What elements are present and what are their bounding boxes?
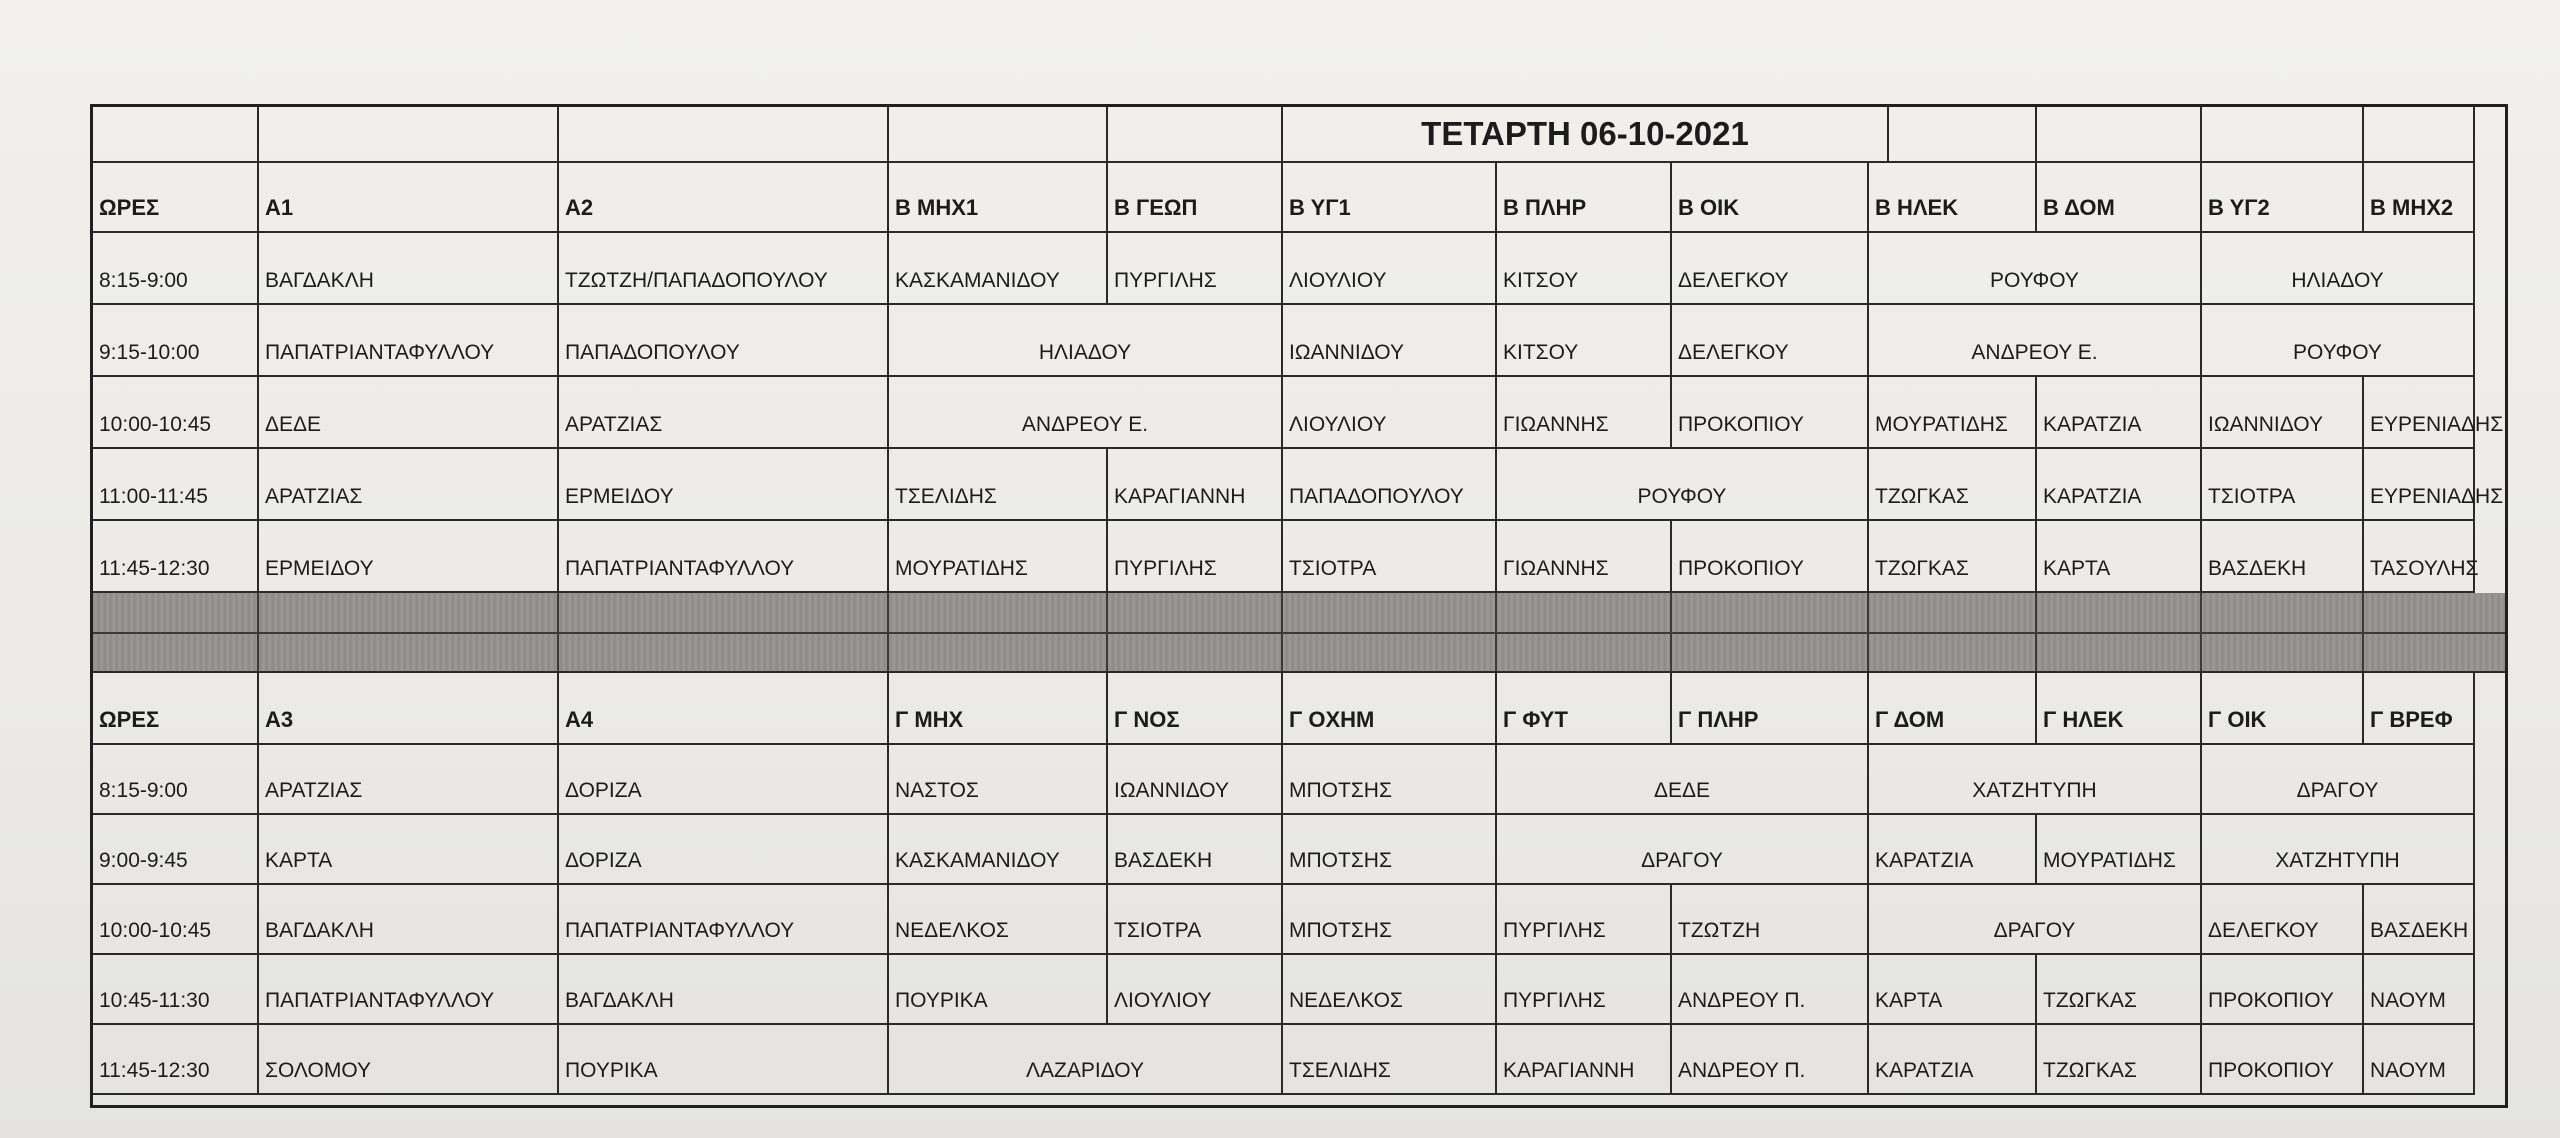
column-header: Β ΥΓ1 [1283,163,1497,233]
teacher-cell: ΠΡΟΚΟΠΙΟΥ [2202,955,2364,1025]
teacher-cell: ΚΑΡΑΤΖΙΑ [2037,449,2202,521]
teacher-cell: ΛΙΟΥΛΙΟΥ [1108,955,1283,1025]
teacher-cell: ΚΑΡΤΑ [259,815,559,885]
time-slot: 8:15-9:00 [93,745,259,815]
teacher-cell: ΤΣΙΟΤΡΑ [1108,885,1283,955]
teacher-cell-merged: ΡΟΥΦΟΥ [1497,449,1869,521]
column-header: Α1 [259,163,559,233]
teacher-cell-merged: ΔΡΑΓΟΥ [1497,815,1869,885]
blank-cell [1108,107,1283,163]
teacher-cell: ΚΑΡΑΤΖΙΑ [1869,815,2037,885]
teacher-cell: ΚΙΤΣΟΥ [1497,305,1672,377]
teacher-cell: ΔΟΡΙΖΑ [559,815,889,885]
teacher-cell: ΑΝΔΡΕΟΥ Π. [1672,1025,1869,1095]
teacher-cell-merged: ΔΕΔΕ [1497,745,1869,815]
teacher-cell: ΠΟΥΡΙΚΑ [889,955,1108,1025]
teacher-cell: ΠΥΡΓΙΛΗΣ [1108,521,1283,593]
teacher-cell: ΠΑΠΑΔΟΠΟΥΛΟΥ [559,305,889,377]
teacher-cell-merged: ΔΡΑΓΟΥ [1869,885,2202,955]
teacher-cell: ΠΑΠΑΤΡΙΑΝΤΑΦΥΛΛΟΥ [259,305,559,377]
teacher-cell: ΜΟΥΡΑΤΙΔΗΣ [2037,815,2202,885]
time-slot: 11:45-12:30 [93,521,259,593]
time-slot: 10:45-11:30 [93,955,259,1025]
teacher-cell: ΠΑΠΑΤΡΙΑΝΤΑΦΥΛΛΟΥ [559,885,889,955]
blank-cell [889,107,1108,163]
column-header: Β ΗΛΕΚ [1869,163,2037,233]
teacher-cell: ΠΡΟΚΟΠΙΟΥ [1672,377,1869,449]
time-slot: 8:15-9:00 [93,233,259,305]
teacher-cell: ΚΑΡΑΤΖΙΑ [1869,1025,2037,1095]
teacher-cell: ΑΝΔΡΕΟΥ Π. [1672,955,1869,1025]
teacher-cell: ΤΖΩΓΚΑΣ [2037,1025,2202,1095]
column-header: Γ ΟΧΗΜ [1283,671,1497,745]
teacher-cell: ΝΕΔΕΛΚΟΣ [889,885,1108,955]
separator-mid-line [93,632,2505,634]
teacher-cell: ΤΣΙΟΤΡΑ [2202,449,2364,521]
teacher-cell-merged: ΧΑΤΖΗΤΥΠΗ [1869,745,2202,815]
teacher-cell: ΒΑΓΔΑΚΛΗ [259,885,559,955]
teacher-cell: ΤΖΩΤΖΗ [1672,885,1869,955]
timetable [90,104,2508,1108]
time-slot: 11:00-11:45 [93,449,259,521]
teacher-cell: ΑΡΑΤΖΙΑΣ [559,377,889,449]
break-separator [93,593,2505,673]
teacher-cell: ΒΑΣΔΕΚΗ [1108,815,1283,885]
teacher-cell: ΜΠΟΤΣΗΣ [1283,885,1497,955]
teacher-cell: ΜΟΥΡΑΤΙΔΗΣ [1869,377,2037,449]
blank-cell [2202,107,2364,163]
teacher-cell: ΤΣΕΛΙΔΗΣ [889,449,1108,521]
teacher-cell: ΤΖΩΓΚΑΣ [2037,955,2202,1025]
blank-cell [93,107,259,163]
column-header: Α4 [559,671,889,745]
column-header: Γ ΦΥΤ [1497,671,1672,745]
column-header: ΩΡΕΣ [93,163,259,233]
teacher-cell: ΕΥΡΕΝΙΑΔΗΣ [2364,449,2475,521]
teacher-cell: ΔΕΛΕΓΚΟΥ [1672,305,1869,377]
column-header: Β ΥΓ2 [2202,163,2364,233]
column-header: Γ ΒΡΕΦ [2364,671,2475,745]
teacher-cell: ΛΙΟΥΛΙΟΥ [1283,377,1497,449]
time-slot: 11:45-12:30 [93,1025,259,1095]
teacher-cell: ΠΑΠΑΤΡΙΑΝΤΑΦΥΛΛΟΥ [559,521,889,593]
blank-cell [559,107,889,163]
teacher-cell-merged: ΡΟΥΦΟΥ [1869,233,2202,305]
teacher-cell: ΤΣΙΟΤΡΑ [1283,521,1497,593]
teacher-cell: ΔΕΛΕΓΚΟΥ [2202,885,2364,955]
teacher-cell: ΠΥΡΓΙΛΗΣ [1108,233,1283,305]
teacher-cell: ΚΑΡΤΑ [1869,955,2037,1025]
teacher-cell: ΕΥΡΕΝΙΑΔΗΣ [2364,377,2475,449]
blank-cell [1869,107,2037,163]
teacher-cell: ΠΑΠΑΔΟΠΟΥΛΟΥ [1283,449,1497,521]
column-header: Γ ΔΟΜ [1869,671,2037,745]
teacher-cell: ΜΠΟΤΣΗΣ [1283,815,1497,885]
teacher-cell: ΤΖΩΤΖΗ/ΠΑΠΑΔΟΠΟΥΛΟΥ [559,233,889,305]
column-header: Β ΠΛΗΡ [1497,163,1672,233]
column-header: Α2 [559,163,889,233]
teacher-cell: ΚΑΡΤΑ [2037,521,2202,593]
teacher-cell: ΙΩΑΝΝΙΔΟΥ [2202,377,2364,449]
teacher-cell: ΚΙΤΣΟΥ [1497,233,1672,305]
teacher-cell-merged: ΗΛΙΑΔΟΥ [2202,233,2475,305]
teacher-cell: ΙΩΑΝΝΙΔΟΥ [1108,745,1283,815]
teacher-cell: ΚΑΡΑΓΙΑΝΝΗ [1497,1025,1672,1095]
teacher-cell: ΜΟΥΡΑΤΙΔΗΣ [889,521,1108,593]
teacher-cell: ΠΡΟΚΟΠΙΟΥ [2202,1025,2364,1095]
teacher-cell: ΤΖΩΓΚΑΣ [1869,521,2037,593]
teacher-cell: ΛΙΟΥΛΙΟΥ [1283,233,1497,305]
teacher-cell: ΚΑΣΚΑΜΑΝΙΔΟΥ [889,815,1108,885]
blank-cell [259,107,559,163]
teacher-cell: ΝΑΣΤΟΣ [889,745,1108,815]
teacher-cell: ΒΑΣΔΕΚΗ [2202,521,2364,593]
teacher-cell-merged: ΧΑΤΖΗΤΥΠΗ [2202,815,2475,885]
schedule-title: ΤΕΤΑΡΤΗ 06-10-2021 [1283,107,1889,163]
time-slot: 10:00-10:45 [93,885,259,955]
teacher-cell: ΝΑΟΥΜ [2364,955,2475,1025]
teacher-cell: ΓΙΩΑΝΝΗΣ [1497,521,1672,593]
column-header: Β ΜΗΧ1 [889,163,1108,233]
column-header: Γ ΜΗΧ [889,671,1108,745]
teacher-cell: ΚΑΡΑΤΖΙΑ [2037,377,2202,449]
teacher-cell: ΠΟΥΡΙΚΑ [559,1025,889,1095]
teacher-cell: ΤΖΩΓΚΑΣ [1869,449,2037,521]
column-header: Β ΟΙΚ [1672,163,1869,233]
teacher-cell: ΜΠΟΤΣΗΣ [1283,745,1497,815]
teacher-cell: ΓΙΩΑΝΝΗΣ [1497,377,1672,449]
teacher-cell: ΒΑΓΔΑΚΛΗ [559,955,889,1025]
teacher-cell: ΑΡΑΤΖΙΑΣ [259,449,559,521]
teacher-cell-merged: ΑΝΔΡΕΟΥ Ε. [889,377,1283,449]
teacher-cell: ΔΕΔΕ [259,377,559,449]
teacher-cell: ΕΡΜΕΙΔΟΥ [259,521,559,593]
column-header: Γ ΟΙΚ [2202,671,2364,745]
column-header: ΩΡΕΣ [93,671,259,745]
teacher-cell: ΠΥΡΓΙΛΗΣ [1497,885,1672,955]
teacher-cell: ΑΡΑΤΖΙΑΣ [259,745,559,815]
teacher-cell: ΠΑΠΑΤΡΙΑΝΤΑΦΥΛΛΟΥ [259,955,559,1025]
teacher-cell: ΔΕΛΕΓΚΟΥ [1672,233,1869,305]
teacher-cell: ΣΟΛΟΜΟΥ [259,1025,559,1095]
column-header: Α3 [259,671,559,745]
time-slot: 10:00-10:45 [93,377,259,449]
time-slot: 9:15-10:00 [93,305,259,377]
teacher-cell: ΠΥΡΓΙΛΗΣ [1497,955,1672,1025]
column-header: Γ ΗΛΕΚ [2037,671,2202,745]
teacher-cell-merged: ΡΟΥΦΟΥ [2202,305,2475,377]
teacher-cell: ΚΑΡΑΓΙΑΝΝΗ [1108,449,1283,521]
column-header: Β ΓΕΩΠ [1108,163,1283,233]
blank-cell [2037,107,2202,163]
teacher-cell: ΚΑΣΚΑΜΑΝΙΔΟΥ [889,233,1108,305]
time-slot: 9:00-9:45 [93,815,259,885]
teacher-cell: ΤΣΕΛΙΔΗΣ [1283,1025,1497,1095]
teacher-cell-merged: ΑΝΔΡΕΟΥ Ε. [1869,305,2202,377]
teacher-cell: ΝΑΟΥΜ [2364,1025,2475,1095]
teacher-cell-merged: ΛΑΖΑΡΙΔΟΥ [889,1025,1283,1095]
teacher-cell: ΔΟΡΙΖΑ [559,745,889,815]
teacher-cell: ΝΕΔΕΛΚΟΣ [1283,955,1497,1025]
teacher-cell: ΕΡΜΕΙΔΟΥ [559,449,889,521]
column-header: Β ΜΗΧ2 [2364,163,2475,233]
column-header: Γ ΠΛΗΡ [1672,671,1869,745]
teacher-cell-merged: ΗΛΙΑΔΟΥ [889,305,1283,377]
teacher-cell: ΙΩΑΝΝΙΔΟΥ [1283,305,1497,377]
teacher-cell: ΠΡΟΚΟΠΙΟΥ [1672,521,1869,593]
teacher-cell: ΒΑΣΔΕΚΗ [2364,885,2475,955]
column-header: Γ ΝΟΣ [1108,671,1283,745]
column-header: Β ΔΟΜ [2037,163,2202,233]
blank-cell [2364,107,2475,163]
teacher-cell-merged: ΔΡΑΓΟΥ [2202,745,2475,815]
teacher-cell: ΒΑΓΔΑΚΛΗ [259,233,559,305]
teacher-cell: ΤΑΣΟΥΛΗΣ [2364,521,2475,593]
